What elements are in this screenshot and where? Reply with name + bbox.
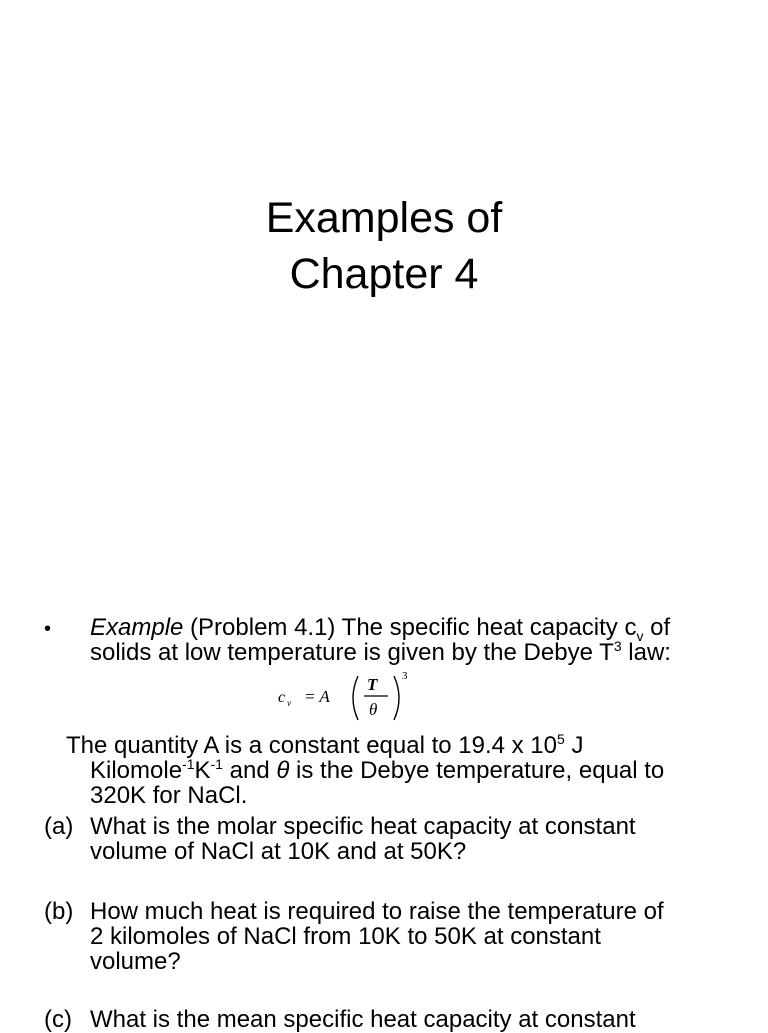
question-b-line-3: volume? [90,948,181,975]
left-paren [353,676,358,720]
theta-symbol: θ [276,757,290,784]
example-line-1 [90,614,730,644]
formula-exponent: 3 [402,670,408,682]
question-a-line-1: What is the molar specific heat capacity at constant [90,813,636,840]
question-b-line-2: 2 kilomoles of NaCl from 10K to 50K at constant [90,923,601,950]
superscript-3: 3 [613,638,622,654]
example-line-2-text: solids at low temperature is given by the Debye T [90,639,614,666]
example-text-end: of [643,614,671,641]
question-c-line-1: What is the mean specific heat capacity at constant [90,1006,636,1033]
quantity-k: K [194,757,211,784]
example-line-2 [90,638,730,666]
debye-formula [278,668,428,728]
quantity-kilomole: Kilomole [90,757,183,784]
formula-eq: = A [304,687,330,706]
formula-denominator: θ [369,700,378,719]
quantity-line-1 [66,731,584,759]
quantity-unit-j: J [564,732,584,759]
quantity-and: and [222,757,277,784]
slide-title [0,190,768,302]
formula-numerator: T [367,675,378,694]
superscript-minus-1b: -1 [210,756,223,772]
question-b-label: (b) [44,898,74,925]
title-line-2: Chapter 4 [289,250,479,298]
example-label: Example [90,614,184,641]
title-line-1: Examples of [265,194,503,242]
question-a-label: (a) [44,813,74,840]
subscript-v: v [636,627,644,644]
question-a-line-2: volume of NaCl at 10K and at 50K? [90,838,467,865]
superscript-5: 5 [557,731,565,747]
example-line-2-end: law: [621,639,671,666]
right-paren [394,676,399,720]
formula-lhs-sub: v [287,698,291,708]
question-c-label: (c) [44,1006,72,1033]
formula-lhs: c [278,689,286,706]
superscript-minus-1a: -1 [182,756,195,772]
example-text: (Problem 4.1) The specific heat capacity c [183,614,637,641]
question-b-line-1: How much heat is required to raise the temperature of [90,898,664,925]
quantity-debye-text: is the Debye temperature, equal to [289,757,665,784]
quantity-text-1: The quantity A is a constant equal to 19.4 x 10 [66,732,558,759]
quantity-line-3: 320K for NaCl. [90,782,248,809]
bullet: • [44,618,52,640]
quantity-line-2 [90,756,665,784]
